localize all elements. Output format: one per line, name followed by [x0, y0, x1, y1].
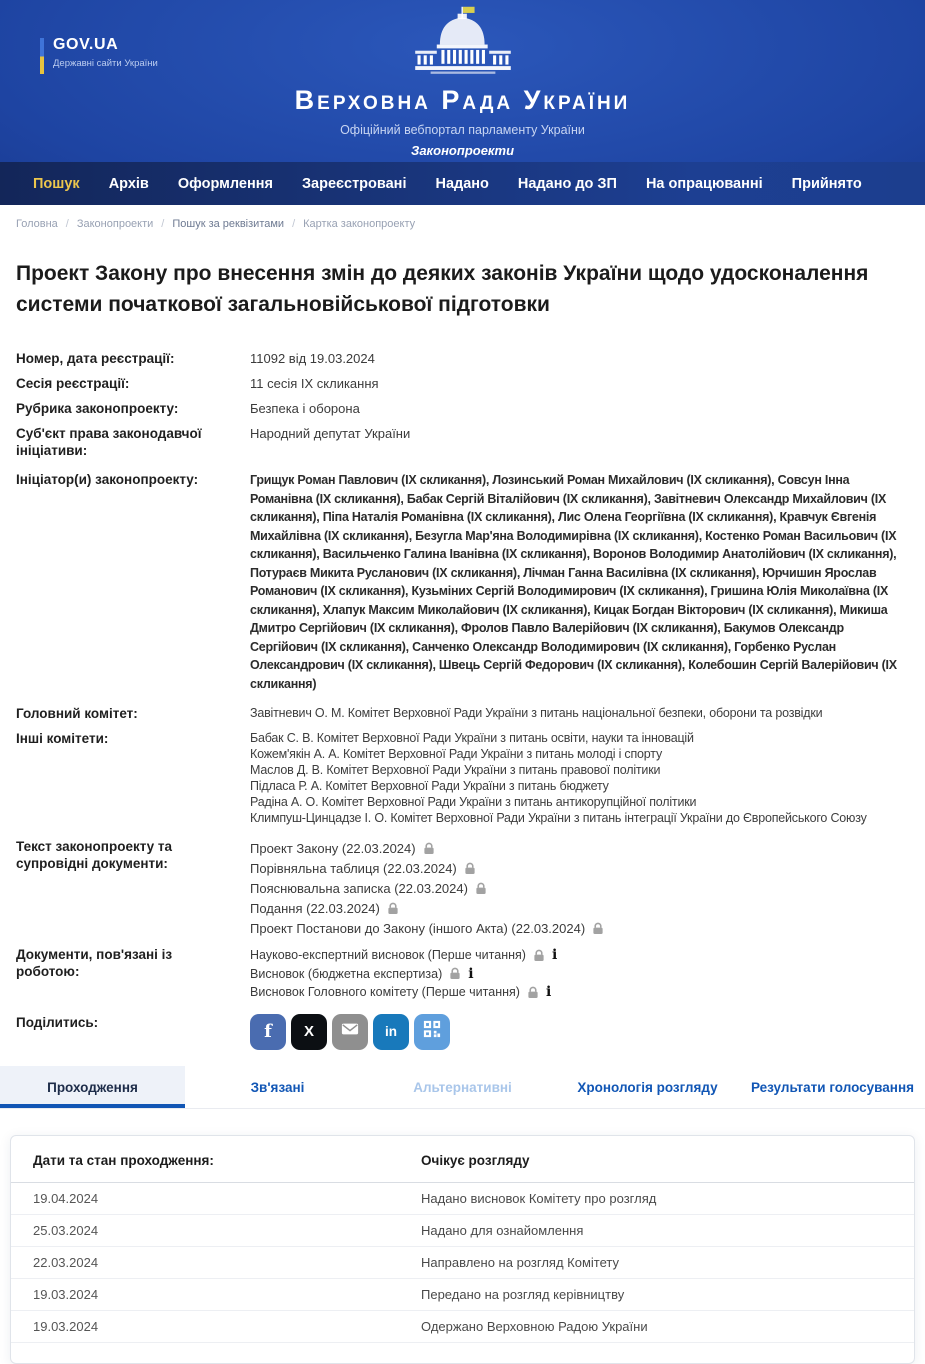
field-label: Інші комітети:	[16, 731, 109, 746]
x-share-button[interactable]: X	[291, 1014, 327, 1050]
committee-item: Маслов Д. В. Комітет Верховної Ради України з питань правової політики	[250, 763, 661, 777]
row-status: Передано на розгляд керівництву	[399, 1279, 914, 1311]
breadcrumb-separator: /	[161, 218, 165, 230]
breadcrumb-separator: /	[292, 218, 296, 230]
related-document-link[interactable]	[250, 983, 909, 1002]
field-value: Безпека і оборона	[250, 401, 360, 416]
qr-code-icon	[423, 1020, 441, 1043]
field-main-committee	[16, 705, 909, 722]
row-date: 19.03.2024	[11, 1279, 399, 1311]
info-icon[interactable]: i	[545, 984, 552, 1001]
document-label: Пояснювальна записка (22.03.2024)	[250, 880, 468, 896]
row-status: Надано висновок Комітету про розгляд	[399, 1183, 914, 1215]
info-icon[interactable]: i	[551, 947, 558, 964]
table-row	[11, 1215, 914, 1247]
lock-icon	[533, 949, 545, 962]
lock-icon	[449, 967, 461, 980]
committee-item: Бабак С. В. Комітет Верховної Ради України з питань освіти, науки та інновацій	[250, 731, 694, 745]
committee-item: Радіна А. О. Комітет Верховної Ради України з питань антикорупційної політики	[250, 795, 697, 809]
document-link[interactable]	[250, 918, 909, 938]
field-label: Сесія реєстрації:	[16, 376, 130, 391]
site-subtitle: Офіційний вебпортал парламенту України	[340, 123, 585, 137]
document-link[interactable]	[250, 878, 909, 898]
row-status: Надано для ознайомлення	[399, 1215, 914, 1247]
nav-item-nadano-do-zp[interactable]: Надано до ЗП	[517, 175, 617, 192]
field-value: 11 сесія IX скликання	[250, 376, 379, 391]
table-row	[11, 1183, 914, 1215]
share-label: Поділитись:	[16, 1014, 99, 1030]
document-label: Порівняльна таблиця (22.03.2024)	[250, 860, 457, 876]
row-date: 22.03.2024	[11, 1247, 399, 1279]
envelope-icon	[341, 1022, 359, 1041]
nav-item-pryiniato[interactable]: Прийнято	[791, 175, 862, 192]
related-document-link[interactable]	[250, 965, 909, 984]
parliament-building-icon[interactable]	[408, 6, 518, 85]
main-committee-value: Завітневич О. М. Комітет Верховної Ради України з питань національної безпеки, оборони та розвідки	[250, 706, 823, 720]
document-label: Проект Постанови до Закону (іншого Акта) (22.03.2024)	[250, 920, 586, 936]
committee-item: Підласа Р. А. Комітет Верховної Ради України з питань бюджету	[250, 779, 609, 793]
field-label: Номер, дата реєстрації:	[16, 351, 175, 366]
document-label: Висновок Головного комітету (Перше читання)	[250, 985, 520, 1000]
bill-tabs	[0, 1066, 925, 1109]
table-header-row	[11, 1136, 914, 1183]
field-label: Суб'єкт права законодавчої ініціативи:	[16, 426, 202, 458]
lock-icon	[423, 842, 435, 855]
linkedin-share-button[interactable]: in	[373, 1014, 409, 1050]
field-related-documents	[16, 946, 909, 1002]
document-link[interactable]	[250, 898, 909, 918]
nav-item-na-opratsiuvanni[interactable]: На опрацюванні	[645, 175, 763, 192]
tab-khronolohiia[interactable]: Хронологія розгляду	[577, 1079, 718, 1095]
field-other-committees	[16, 730, 909, 826]
row-date: 19.04.2024	[11, 1183, 399, 1215]
field-rubric	[16, 400, 909, 417]
breadcrumb	[0, 205, 925, 230]
document-label: Висновок (бюджетна експертиза)	[250, 966, 443, 981]
document-label: Науково-експертний висновок (Перше читання)	[250, 948, 526, 963]
field-label: Ініціатор(и) законопроекту:	[16, 472, 199, 487]
bill-details	[16, 350, 909, 1050]
site-title: Верховна Рада України	[294, 85, 631, 115]
facebook-share-button[interactable]: f	[250, 1014, 286, 1050]
document-link[interactable]	[250, 858, 909, 878]
field-label: Текст законопроекту та супровідні документи:	[16, 839, 173, 871]
share-section	[16, 1014, 909, 1050]
row-date: 25.03.2024	[11, 1215, 399, 1247]
lock-icon	[527, 986, 539, 999]
field-initiators	[16, 471, 909, 693]
tab-alternatyvni[interactable]: Альтернативні	[413, 1079, 512, 1095]
tab-prokhodzhennia[interactable]: Проходження	[0, 1066, 185, 1108]
breadcrumb-kartka: Картка законопроекту	[303, 218, 416, 230]
lock-icon	[464, 862, 476, 875]
field-label: Головний комітет:	[16, 706, 138, 721]
table-row	[11, 1279, 914, 1311]
table-header-dates: Дати та стан проходження:	[11, 1136, 399, 1183]
field-value: Народний депутат України	[250, 426, 411, 441]
site-section-label: Законопроекти	[410, 143, 515, 158]
lock-icon	[387, 902, 399, 915]
field-initiative-subject	[16, 425, 909, 459]
related-document-link[interactable]	[250, 946, 909, 965]
field-session	[16, 375, 909, 392]
site-header	[0, 0, 925, 162]
field-label: Рубрика законопроекту:	[16, 401, 179, 416]
tab-zviazani[interactable]: Зв'язані	[250, 1079, 305, 1095]
email-share-button[interactable]	[332, 1014, 368, 1050]
page-title: Проект Закону про внесення змін до деяких законів України щодо удосконалення системи початкової загальновійськової підготовки	[16, 262, 869, 316]
document-link[interactable]	[250, 838, 909, 858]
nav-item-zareiestrovani[interactable]: Зареєстровані	[301, 175, 407, 192]
breadcrumb-home[interactable]: Головна	[16, 218, 58, 230]
field-registration-number	[16, 350, 909, 367]
field-label: Документи, пов'язані із роботою:	[16, 947, 173, 979]
breadcrumb-zakonoproekty[interactable]: Законопроекти	[76, 218, 154, 230]
nav-item-nadano[interactable]: Надано	[435, 175, 489, 192]
committee-item: Климпуш-Цинцадзе І. О. Комітет Верховної Ради України з питань інтеграції України до Європейського Союзу	[250, 811, 867, 825]
lock-icon	[592, 922, 604, 935]
field-value: 11092 від 19.03.2024	[250, 351, 375, 366]
table-row	[11, 1311, 914, 1343]
row-date: 19.03.2024	[11, 1311, 399, 1343]
nav-item-poshuk[interactable]: Пошук	[33, 175, 80, 192]
breadcrumb-separator: /	[65, 218, 69, 230]
info-icon[interactable]: i	[468, 965, 474, 982]
progress-table	[10, 1135, 915, 1364]
govua-subtitle: Державні сайти України	[53, 58, 158, 69]
row-status: Направлено на розгляд Комітету	[399, 1247, 914, 1279]
lock-icon	[475, 882, 487, 895]
qr-code-share-button[interactable]	[414, 1014, 450, 1050]
field-documents	[16, 838, 909, 938]
document-label: Проект Закону (22.03.2024)	[250, 840, 416, 856]
govua-title: GOV.UA	[53, 36, 119, 53]
initiators-list: Грищук Роман Павлович (ІХ скликання), Лозинський Роман Михайлович (ІХ скликання), Совсун Інна Романівна (ІХ скликання), Бабак Сергій Віталійович (ІХ скликання), Завітневич Олександр Михайлович (ІХ скликання), Піпа Наталія Романівна (ІХ скликання), Лис Олена Георгіївна (ІХ скликання), Кравчук Євгенія Михайлівна (ІХ скликання), Безугла Мар'яна Володимирівна (ІХ скликання), Костенко Роман Васильович (ІХ скликання), Васильченко Галина Іванівна (ІХ скликання), Воронов Володимир Анатолійович (ІХ скликання), Потураєв Микита Русланович (ІХ скликання), Лічман Ганна Василівна (ІХ скликання), Юрчишин Ярослав Романович (ІХ скликання), Кузьміних Сергій Володимирович (ІХ скликання), Гришина Юлія Миколаївна (ІХ скликання), Хлапук Максим Миколайович (ІХ скликання), Кицак Богдан Вікторович (ІХ скликання), Микиша Дмитро Сергійович (ІХ скликання), Фролов Павло Валерійович (ІХ скликання), Бакумов Олександр Сергійович (ІХ скликання), Санченко Олександр Володимирович (ІХ скликання), Горбенко Руслан Олександрович (ІХ скликання), Швець Сергій Федорович (ІХ скликання), Колебошин Сергій Валерійович (ІХ скликання)	[250, 473, 897, 691]
table-header-status: Очікує розгляду	[399, 1136, 914, 1183]
tab-rezultaty-holosuvannia[interactable]: Результати голосування	[750, 1079, 914, 1095]
committee-item: Кожем'якін А. А. Комітет Верховної Ради України з питань молоді і спорту	[250, 747, 662, 761]
nav-item-oformlennia[interactable]: Оформлення	[177, 175, 273, 192]
document-label: Подання (22.03.2024)	[250, 900, 380, 916]
row-status: Одержано Верховною Радою України	[399, 1311, 914, 1343]
nav-item-arkhiv[interactable]: Архів	[108, 175, 149, 192]
main-nav	[0, 162, 925, 205]
breadcrumb-poshuk-za-rekvizytamy[interactable]: Пошук за реквізитами	[172, 218, 285, 230]
table-row	[11, 1247, 914, 1279]
